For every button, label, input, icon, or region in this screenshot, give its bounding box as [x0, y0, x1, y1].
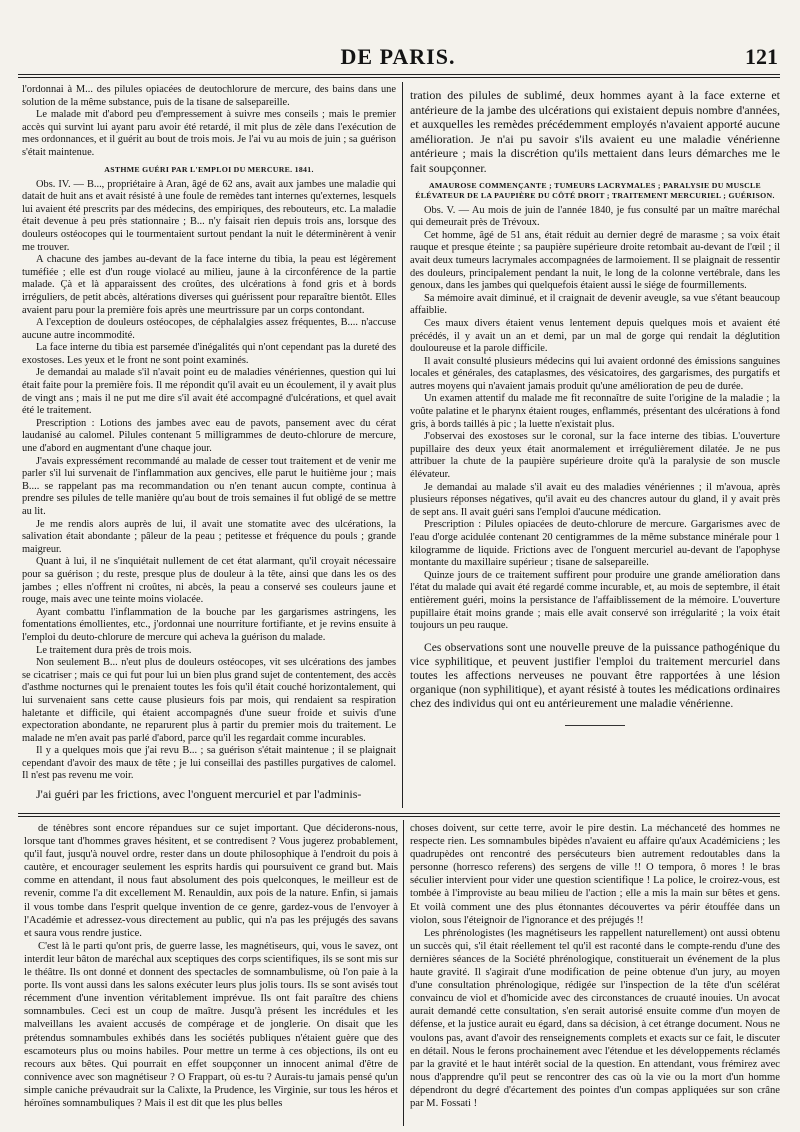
- feuilleton-rule: [18, 813, 780, 814]
- paragraph: J'observai des exostoses sur le coronal, sur la face interne des tibias. L'ouverture pupillaire des deux yeux était anormalement et irrégulièrement dilatée. Je ne pus attribuer la chute de la paupière supérieure droite qu'à la paralysie de son muscle élévateur.: [410, 431, 780, 481]
- section-end-rule: [565, 725, 625, 726]
- paragraph: Je demandai au malade s'il avait eu des maladies vénériennes ; il m'avoua, après plusieurs réponses négatives, qu'il avait eu des chancres autour du gland, il y avait près de sept ans. Il avait guéri sans l'emploi d'aucune médication.: [410, 481, 780, 518]
- paragraph: Un examen attentif du malade me fit reconnaître de suite l'origine de la maladie ; la voûte palatine et le pharynx étaient rouges, enflammés, présentant des ulcérations à fond gris, à bords taillés à pic ; la luette n'existait plus.: [410, 393, 780, 430]
- paragraph: Ayant combattu l'inflammation de la bouche par les gargarismes astringens, les fomentations émollientes, etc., j'ordonnai une nourriture fortifiante, et je revins ensuite à l'emploi du deuto-chlorure de mercure qui acheva la guérison du malade.: [22, 606, 396, 643]
- paragraph: Quinze jours de ce traitement suffirent pour produire une grande amélioration dans l'état du malade qui avait été regardé comme incurable, et, au mois de septembre, il était entièrement guéri, moins la persistance de l'affaiblissement de la mémoire. L'ouverture pupillaire était moins grande ; mais elle avait conservé son irrégularité ; la voix était toujours un peu rauque.: [410, 569, 780, 632]
- paragraph: Il avait consulté plusieurs médecins qui lui avaient ordonné des émissions sanguines locales et générales, des cataplasmes, des vésicatoires, des gargarismes, des purgatifs et autres moyens qui n'avaient jamais produit qu'une amélioration de peu de durée.: [410, 355, 780, 392]
- paragraph: J'avais expressément recommandé au malade de cesser tout traitement et de venir me parler s'il lui survenait de l'inflammation aux gencives, elle parut le huitième jour ; mais B.... se rappelant pas ma recommandation ou n'en tenant aucun compte, continua à prendre ses pilules de telle manière qu'au bout de trois semaines il fut obligé de se mettre au lit.: [22, 455, 396, 517]
- section-heading: ASTHME GUÉRI PAR L'EMPLOI DU MERCURE. 1841.: [104, 164, 314, 174]
- paragraph: Le malade mit d'abord peu d'empressement à suivre mes conseils ; mais le premier accès qui survint lui ayant paru avoir été retardé, il mit plus de zèle dans l'exécution de mes ordonnances, et il guérit au bout de trois mois. Je l'ai vu au mois de juin ; sa guérison s'était maintenue.: [22, 109, 396, 158]
- paragraph: Les phrénologistes (les magnétiseurs les rappellent naturellement) ont aussi obtenu un succès qui, s'il était réellement tel qu'il est raconté dans le compte-rendu d'une des dernières séances de la Société phrénologique, constituerait un événement de la plus haute gravité. Il s'agirait d'une modification de peine obtenue d'un jury, au moyen d'une consultation phrénologique, rédigée sur l'inspection de la tête d'un scélérat convaincu de viol et d'homicide avec des circonstances de cruauté inouies. Un avocat aurait demandé cette consultation, s'en serait autorisé ensuite comme d'un moyen de défense, et la justice aurait eu égard, dans sa décision, à cet étrange document. Nous ne voulons pas, avant d'avoir des renseignements complets et exacts sur ce fait, le discuter en détail. Nous le ferons prochainement avec l'étendue et les développements réclamés par la gravité et le haut intérêt social de la question. En attendant, vous frémirez avec nous d'apprendre qu'il peut se rencontrer des cas où la vie ou la mort d'un homme dépendront du degré d'écartement des pointes d'un compas appliquées sur son crâne par M. Fossati !: [410, 927, 780, 1109]
- paragraph: tration des pilules de sublimé, deux hommes ayant à la face externe et antérieure de la jambe des ulcérations qui existaient depuis nombre d'années, et auxquelles les remèdes précédemment employés n'avaient apporté aucune amélioration. Je n'ai pu savoir s'ils avaient eu une maladie vénérienne antérieure ; mais la discrétion qu'ils mettaient dans leurs démarches me le fait soupçonner.: [410, 88, 780, 175]
- paragraph: A l'exception de douleurs ostéocopes, de céphalalgies assez fréquentes, B.... n'accuse aucune autre incommodité.: [22, 317, 396, 341]
- header-rule: [18, 74, 780, 75]
- feuilleton-rule-double: [18, 816, 780, 817]
- paragraph: Je me rendis alors auprès de lui, il avait une stomatite avec des ulcérations, la salivation était abondante ; pâleur de la peau ; petitesse et fréquence du pouls ; grande maigreur.: [22, 518, 396, 555]
- paragraph: Cet homme, âgé de 51 ans, était réduit au dernier degré de marasme ; sa voix était rauque et presque éteinte ; sa paupière supérieure droite retombait au-devant de l'œil ; il avait deux tumeurs lacrymales accompagnées de larmoiement. Il se plaignait de ressentir des douleurs, principalement pendant la nuit, le long de la colonne vertébrale, dans les genoux, dans les jambes qui quelquefois étaient aussi le siége de fourmillements.: [410, 229, 780, 292]
- paragraph: Le traitement dura près de trois mois.: [36, 644, 192, 656]
- paragraph: C'est là le parti qu'ont pris, de guerre lasse, les magnétiseurs, qui, vous le savez, ont interdit leur bâton de maréchal aux sceptiques des corps scientifiques, ils se sont mis sur le théâtre. Ils ont donné et donnent des spectacles de somnambulisme, où l'on paie à la porte. Ils vont aussi dans les salons exécuter leurs plus jolis tours. Ils se sont avisés tout récemment d'une invention véritablement imprévue. Ils ont fait paraître des chiens somnambules. Ceci est un coup de maître. Jusqu'à présent les incrédules et les malveillans les avaient accusés de compérage et de jonglerie. On disait que les prétendus somnambules exhibés dans les sociétés publiques n'étaient guère que des escamoteurs plus ou moins habiles. Pour mettre un terme à ces objections, ils ont eu recours aux bêtes. Qui pourrait en effet soupçonner un innocent animal d'être de connivence avec son magnétiseur ? O Frappart, où es-tu ? Aurais-tu jamais pensé qu'un simple caniche prévaudrait sur la Calixte, la Prudence, les Virginie, sur tous les héros et héroïnes somnambuliques ? Mais il est dit que les plus belles: [24, 940, 398, 1109]
- paragraph: Obs. V. — Au mois de juin de l'année 1840, je fus consulté par un maître maréchal qui demeurait près de Trévoux.: [410, 204, 780, 229]
- running-title: DE PARIS.: [340, 44, 456, 69]
- paragraph: Ces observations sont une nouvelle preuve de la puissance pathogénique du vice syphilitique, et peuvent justifier l'emploi du traitement mercuriel dans toutes les affections nerveuses ne pouvant être rapportées à une lésion organique (non syphilitique), et ayant résisté à toutes les médications ordinaires chez des individus qui ont eu antérieurement une maladie vénérienne.: [410, 640, 780, 710]
- page-header: [18, 44, 778, 70]
- paragraph: Il y a quelques mois que j'ai revu B... ; sa guérison s'était maintenue ; il se plaignait cependant d'avoir des maux de tête ; je lui conseillai des pastilles purgatives de calomel. Il n'est pas revenu me voir.: [22, 745, 396, 782]
- paragraph: choses doivent, sur cette terre, avoir le pire destin. La méchanceté des hommes ne respecte rien. Les somnambules bipèdes n'avaient eu affaire qu'aux Académiciens ; les quadrupèdes ont rencontré des persécuteurs bien autrement redoutables dans la personne (horresco referens) des sergens de ville !! O tempora, ô mores ! le bras séculier intervient pour vider une question scientifique ! La police, le croirez-vous, est tombée à l'improviste au beau milieu de l'action ; elle a mis la main sur bêtes et gens. Et voilà comment une des plus étonnantes découvertes va périr étouffée dans un violon, sous l'éteignoir de l'ignorance et des préjugés !!: [410, 823, 780, 926]
- paragraph: Quant à lui, il ne s'inquiétait nullement de cet état alarmant, qu'il croyait nécessaire pour sa guérison ; du reste, presque plus de douleur à la tête, ainsi que dans les os des jambes ; elles n'offrent ni croûtes, ni abcès, la peau a conservé ses couleurs jaune et rouge, mais avec une teinte moins violacée.: [22, 556, 396, 606]
- column-divider: [402, 82, 403, 808]
- page-number: 121: [745, 44, 778, 69]
- paragraph: Prescription : Pilules opiacées de deuto-chlorure de mercure. Gargarismes avec de l'eau d'orge acidulée contenant 20 centigrammes de la même substance minérale pour 1 kilogramme de liquide. Frictions avec de l'onguent mercuriel au-devant de l'apophyse montante du maxillaire supérieur ; tisane de salsepareille.: [410, 519, 780, 569]
- section-heading: AMAUROSE COMMENÇANTE ; TUMEURS LACRYMALES ; PARALYSIE DU MUSCLE ÉLÉVATEUR DE LA PAUPIÈRE DU CÔTÉ DROIT ; TRAITEMENT MERCURIEL ; GUÉRISON.: [415, 180, 775, 200]
- right-column: [410, 84, 780, 806]
- paragraph: l'ordonnai à M... des pilules opiacées de deutochlorure de mercure, des bains dans une solution de la même substance, puis de la tisane de salsepareille.: [22, 84, 396, 108]
- feuilleton-right-column: [410, 822, 780, 1126]
- paragraph: A chacune des jambes au-devant de la face interne du tibia, la peau est légèrement tuméfiée ; elle est d'un rouge violacé au milieu, jaune à la circonférence de la partie malade. Çà et là apparaissent des croûtes, des ulcérations à fond gris et à bords irréguliers, de petit abcès, altérations diverses qui guérissent pour reparaître bientôt. Elles avaient paru pour la première fois après une meurtrissure par un corps contondant.: [22, 254, 396, 316]
- paragraph: La face interne du tibia est parsemée d'inégalités qui n'ont cependant pas la dureté des exostoses. Les yeux et le front ne sont point examinés.: [22, 342, 396, 366]
- paragraph: Ces maux divers étaient venus lentement depuis quelques mois et avaient été précédés, il y avait un an et demi, par un mal de gorge qui rendait la déglutition douloureuse et la parole difficile.: [410, 317, 780, 355]
- left-column: [22, 84, 396, 806]
- paragraph: Obs. IV. — B..., propriétaire à Aran, âgé de 62 ans, avait aux jambes une maladie qui datait de huit ans et avait résisté à une foule de remèdes tant internes qu'externes, lesquels lui avaient été prescrits par des médecins, des empiriques, des rebouteurs, etc. La maladie était devenue à peu près stationnaire ; B... n'y faisait rien depuis trois ans, lorsque des douleurs ostéocopes qui le tourmentaient surtout pendant la nuit le déterminèrent à venir me trouver.: [22, 178, 396, 253]
- column-divider: [403, 820, 404, 1126]
- paragraph: de ténèbres sont encore répandues sur ce sujet important. Que déciderons-nous, lorsque tant d'hommes graves hésitent, et se contredisent ? Vous jugerez probablement, qu'il faut, jusqu'à nouvel ordre, rester dans un doute philosophique à l'endroit du pois à cautère, et encourager seulement les esprits hardis qui poursuivent ce grand but. Mais comme en attendant, il nous faut absolument des pois quelconques, le meilleur est de revenir, comme l'a dit excellement M. Renauldin, aux pois de la nature. Enfin, si jamais il vous tombe dans l'esprit quelque invention de ce genre, gardez-vous de l'envoyer à l'Académie et adressez-vous directement au public, qui n'a pas les préjugés des savans et saura vous rendre justice.: [24, 823, 398, 939]
- header-rule-double: [18, 77, 780, 78]
- paragraph: Non seulement B... n'eut plus de douleurs ostéocopes, vit ses ulcérations des jambes se cicatriser ; mais ce qui fut pour lui un bien plus grand sujet de contentement, des accès d'asthme nocturnes qui le prenaient toutes les fois qu'il était couché horizontalement, qui lui survenaient sans cette cause plusieurs fois par mois, qui rendaient sa respiration haletante et difficile, qui étaient accompagnés d'une sueur froide et suivis d'une expectoration abondante, ne reparurent plus à partir du premier mois du traitement. Le malade ne m'en avait pas parlé d'abord, parce qu'il les regardait comme incurables.: [22, 657, 396, 744]
- paragraph: Je demandai au malade s'il n'avait point eu de maladies vénériennes, question qui lui était faite pour la première fois. Il me répondit qu'il avait eu un écoulement, il y avait plus de vingt ans ; mais il ne put me dire s'il avait été accompagné d'ulcérations, et quel avait été le traitement.: [22, 367, 396, 417]
- paragraph: J'ai guéri par les frictions, avec l'onguent mercuriel et par l'adminis-: [36, 787, 362, 802]
- paragraph: Prescription : Lotions des jambes avec eau de pavots, pansement avec du cérat laudanisé au calomel. Pilules contenant 5 milligrammes de deuto-chlorure de mercure, une d'abord en augmentant d'une chaque jour.: [22, 417, 396, 455]
- paragraph: Sa mémoire avait diminué, et il craignait de devenir aveugle, sa vue s'étant beaucoup affaiblie.: [410, 292, 780, 317]
- feuilleton-left-column: [24, 822, 398, 1126]
